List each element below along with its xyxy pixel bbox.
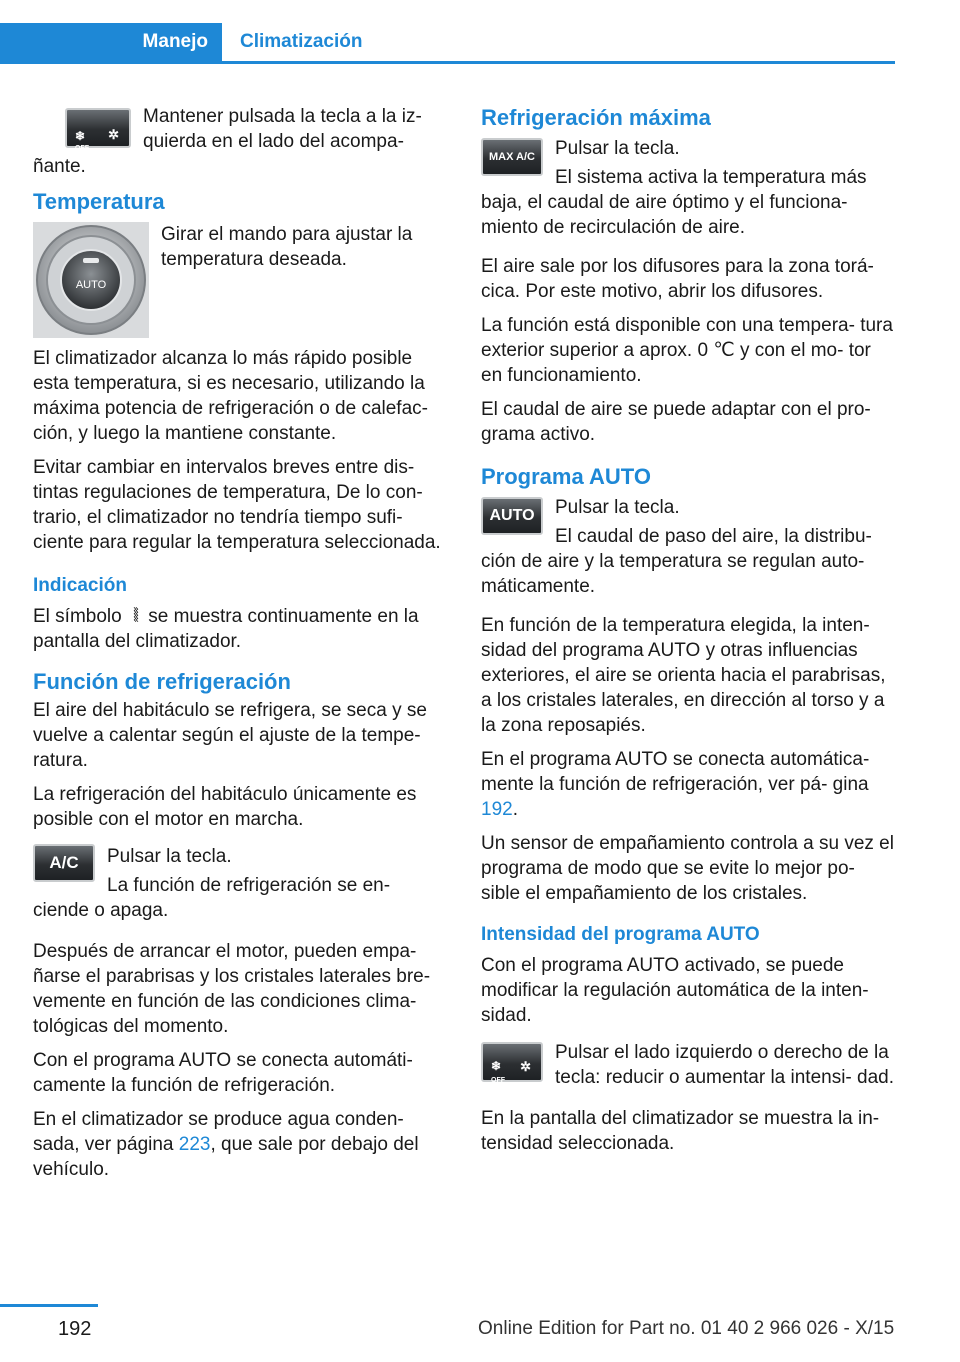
max-paragraph-1b: El sistema activa la temperatura más baja, el caudal de aire óptimo y el funciona‐ miento de recirculación de aire. [481, 167, 867, 238]
auto-paragraph-2: En función de la temperatura elegida, la inten‐ sidad del programa AUTO y otras influencias exteriores, el aire se orienta hacia el parabrisas, a los cristales laterales, en dirección al torso y a la zona reposapiés. [481, 615, 886, 736]
heading-funcion-refrigeracion: Función de refrigeración [33, 669, 291, 694]
intensidad-paragraph-3: En la pantalla del climatizador se muestra la in‐ tensidad seleccionada. [481, 1108, 880, 1154]
max-paragraph-4: El caudal de aire se puede adaptar con el pro‐ grama activo. [481, 399, 871, 445]
refrigeracion-paragraph-3b: La función de refrigeración se en‐ ciende o apaga. [33, 875, 391, 921]
svg-text:AUTO: AUTO [75, 279, 107, 291]
refrigeracion-paragraph-6: En el climatizador se produce agua conden‐ sada, ver página 223, que sale por debajo del vehículo. [33, 1109, 419, 1180]
intro-paragraph: Mantener pulsada la tecla a la iz‐ quierda en el lado del acompa‐ ñante. [33, 106, 422, 177]
ac-button-image: A/C [33, 844, 95, 882]
temperature-paragraph-1: Girar el mando para ajustar la temperatura deseada. [161, 224, 413, 270]
auto-paragraph-1a: Pulsar la tecla. [555, 497, 680, 518]
refrigeracion-paragraph-4: Después de arrancar el motor, pueden empa‐ ñarse el parabrisas y los cristales laterales bre‐ vemente en función de las condiciones clima‐ tológicas del momento. [33, 941, 431, 1037]
indicacion-paragraph: El símbolo ⦚⦚ se muestra continuamente en la pantalla del climatizador. [33, 606, 419, 652]
intensidad-paragraph-1: Con el programa AUTO activado, se puede modificar la regulación automática de la inten‐ sidad. [481, 955, 869, 1026]
max-paragraph-2: El aire sale por los difusores para la zona torá‐ cica. Por este motivo, abrir los difusores. [481, 256, 874, 302]
left-column [33, 104, 445, 1191]
footer-rule [0, 1304, 98, 1307]
fan-off-icon-2: ❄ [491, 1059, 502, 1073]
refrigeracion-paragraph-1: El aire del habitáculo se refrigera, se seca y se vuelve a calentar según el ajuste de la tempe‐ ratura. [33, 700, 427, 771]
fan-off-icon: ❄ [75, 129, 86, 143]
page-link-223[interactable]: 223 [178, 1134, 211, 1155]
max-paragraph-3: La función está disponible con una tempera‐ tura exterior superior a aprox. 0 ℃ y con el mo‐ tor en funcionamiento. [481, 315, 893, 386]
fan-icon: ✲ [108, 127, 119, 142]
max-paragraph-1a: Pulsar la tecla. [555, 138, 680, 159]
auto-paragraph-4: Un sensor de empañamiento controla a su vez el programa de modo que se evite lo mejor po‐ sible el empañamiento de los cristales. [481, 833, 894, 904]
temperature-knob-icon [33, 222, 149, 338]
auto-paragraph-1b: El caudal de paso del aire, la distribu‐ ción de aire y la temperatura se regulan auto‐ máticamente. [481, 526, 872, 597]
heading-temperatura: Temperatura [33, 189, 165, 214]
ac-symbol-icon: ⦚⦚ [132, 606, 137, 627]
refrigeracion-paragraph-5: Con el programa AUTO se conecta automáti‐ camente la función de refrigeración. [33, 1050, 413, 1096]
intensity-button-image: ❄ OFF ✲ [481, 1042, 543, 1082]
heading-programa-auto: Programa AUTO [481, 464, 651, 489]
auto-button-image: AUTO [481, 497, 543, 535]
tab-manejo[interactable] [0, 23, 222, 64]
intensidad-paragraph-2: Pulsar el lado izquierdo o derecho de la tecla: reducir o aumentar la intensi‐ dad. [555, 1042, 895, 1088]
fan-button-image: ❄ OFF ✲ [65, 108, 131, 148]
temperature-paragraph-2: El climatizador alcanza lo más rápido posible esta temperatura, si es necesario, utilizando la máxima potencia de refrigeración o de calefac‐ ción, y luego la mantiene constante. [33, 348, 428, 444]
footer-edition: Online Edition for Part no. 01 40 2 966 026 - X/15 [478, 1318, 895, 1339]
tab-climatizacion[interactable]: Climatización [240, 31, 363, 52]
tab-manejo-label: Manejo [142, 31, 208, 52]
temperature-knob-image [33, 222, 149, 338]
heading-refrigeracion-maxima: Refrigeración máxima [481, 105, 711, 130]
fan-icon-2: ✲ [520, 1059, 531, 1074]
refrigeracion-paragraph-3a: Pulsar la tecla. [107, 846, 232, 867]
heading-intensidad-auto: Intensidad del programa AUTO [481, 924, 760, 945]
max-ac-button-image: MAX A/C [481, 138, 543, 176]
temperature-paragraph-3: Evitar cambiar en intervalos breves entre dis‐ tintas regulaciones de temperatura, De lo con‐ trario, el climatizador no tendría tiempo sufi‐ ciente para regular la temperatura seleccionada. [33, 457, 441, 553]
page-number: 192 [58, 1318, 92, 1340]
heading-indicacion: Indicación [33, 575, 127, 596]
refrigeracion-paragraph-2: La refrigeración del habitáculo únicamente es posible con el motor en marcha. [33, 784, 417, 830]
page-link-192[interactable]: 192 [481, 799, 513, 820]
right-column [481, 104, 895, 1165]
auto-paragraph-3: En el programa AUTO se conecta automática‐ mente la función de refrigeración, ver pá‐ gina 192. [481, 749, 870, 820]
